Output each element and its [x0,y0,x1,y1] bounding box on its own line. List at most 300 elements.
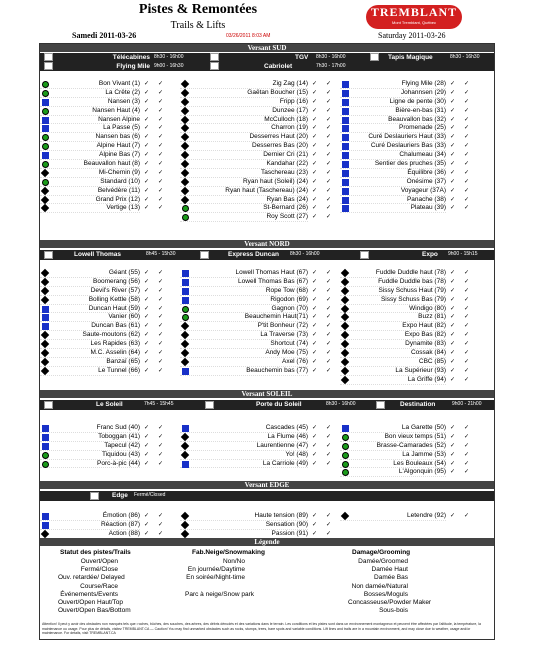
trail-row [40,195,164,205]
status-check: ✓ [312,451,318,458]
status-check: ✓ [450,341,456,348]
carpet-lift-icon [370,53,379,61]
difficulty-symbol [342,461,349,468]
status-check: ✓ [450,367,456,374]
difficulty-symbol [182,288,189,295]
difficulty-icon [342,205,349,216]
lift-cabriolet: Cabriolet [264,63,293,70]
status-check: ✓ [450,314,456,321]
grooming-check: ✓ [464,116,470,123]
trail-name: Boomerang (56) [93,277,140,285]
status-check: ✓ [312,214,318,221]
trail-row [180,357,332,367]
difficulty-symbol [181,521,189,529]
status-check: ✓ [312,350,318,357]
trail-name: Yo! (48) [285,450,308,458]
trail-column-sud-3 [340,80,470,213]
trail-row [40,177,164,187]
lift-band-sud-2 [40,62,494,71]
trail-row [340,366,470,376]
grooming-check: ✓ [158,442,164,449]
difficulty-symbol [181,124,189,132]
trail-row [40,432,164,442]
difficulty-symbol [342,117,349,124]
trail-row [40,133,164,142]
grooming-check: ✓ [326,305,332,312]
trail-name: Letendre (92) [406,512,446,519]
status-check: ✓ [312,513,318,519]
status-check: ✓ [312,116,318,123]
trail-row [340,195,470,205]
trail-row [180,286,332,296]
trail-column-sud-1 [40,80,164,213]
difficulty-symbol [341,358,349,366]
trail-row [180,322,332,331]
trail-row [180,160,332,169]
trail-row [180,186,332,196]
trail-row [40,286,164,296]
grooming-check: ✓ [464,89,470,96]
trail-name: Devil's River (57) [90,286,140,294]
trail-name: Rope Tow (68) [265,286,308,294]
status-check: ✓ [450,451,456,458]
grooming-check: ✓ [158,513,164,519]
status-check: ✓ [450,376,456,383]
status-check: ✓ [144,358,150,365]
grooming-check: ✓ [464,341,470,348]
difficulty-symbol [41,269,49,277]
trail-column-edge-1 [40,512,164,539]
difficulty-symbol [342,469,349,476]
difficulty-symbol [181,106,189,114]
difficulty-symbol [341,287,349,295]
trail-row [340,106,470,116]
difficulty-icon [182,214,189,225]
grooming-check: ✓ [326,125,332,132]
difficulty-symbol [181,169,189,177]
status-check: ✓ [144,350,150,357]
trail-name: Cascades (45) [265,424,308,431]
trail-name: Alpine Bas (7) [99,151,140,159]
difficulty-symbol [342,170,349,177]
trail-name: Cossak (84) [410,349,446,357]
trail-name: Beauvallon haut (8) [83,160,140,168]
difficulty-symbol [41,349,49,357]
legend-heading-grooming: Damage/Grooming [352,549,411,556]
lift-tgv: TGV [295,54,309,61]
trail-row [40,204,164,213]
trail-name: Alpine Haut (7) [96,142,140,150]
grooming-check: ✓ [464,350,470,357]
difficulty-symbol [42,179,49,186]
status-check: ✓ [144,107,150,114]
legend-status-item: Ouvert/Open Haut/Top [58,599,124,606]
trail-name: Charron (19) [271,124,308,132]
trail-row [340,269,470,278]
status-check: ✓ [144,425,150,431]
difficulty-symbol [181,322,189,330]
status-check: ✓ [312,278,318,285]
trail-name: Kandahar (22) [266,160,308,168]
grooming-check: ✓ [158,89,164,96]
status-check: ✓ [144,367,150,374]
grooming-check: ✓ [158,332,164,339]
difficulty-symbol [181,186,189,194]
difficulty-symbol [342,443,349,450]
difficulty-symbol [182,368,189,375]
grooming-check: ✓ [158,451,164,458]
lift-hours: 8h30 - 16h30 [450,54,480,60]
grooming-check: ✓ [326,98,332,105]
grooming-check: ✓ [326,107,332,114]
trail-name: Émotion (86) [102,512,140,519]
trail-row [40,349,164,358]
trail-name: Tapecul (42) [104,441,140,449]
status-check: ✓ [312,270,318,276]
difficulty-symbol [341,295,349,303]
trail-name: Roy Scott (27) [266,213,308,221]
grooming-check: ✓ [158,314,164,321]
trail-name: Les Rapides (63) [90,340,140,348]
difficulty-symbol [181,80,189,88]
trail-row [40,168,164,178]
status-check: ✓ [450,196,456,203]
lift-express-duncan: Express Duncan [228,251,279,258]
status-check: ✓ [450,358,456,365]
grooming-check: ✓ [326,161,332,168]
difficulty-symbol [342,134,349,141]
lift-hours: 7h30 - 17h00 [316,63,346,69]
difficulty-symbol [342,425,349,432]
trail-name: La Garette (50) [401,424,446,431]
trail-column-nord-3 [340,269,470,385]
difficulty-symbol [42,90,49,97]
difficulty-symbol [182,425,189,432]
difficulty-symbol [181,178,189,186]
difficulty-symbol [41,367,49,375]
difficulty-icon [182,461,189,472]
difficulty-symbol [41,287,49,295]
trail-row [40,322,164,331]
trail-row [340,277,470,287]
lift-expo: Expo [422,251,438,258]
grooming-check: ✓ [326,530,332,537]
difficulty-symbol [181,433,189,441]
trail-row [180,204,332,213]
grooming-check: ✓ [158,341,164,348]
trail-row [340,168,470,178]
trail-report-sheet [39,43,495,640]
difficulty-symbol [41,530,49,538]
difficulty-symbol [41,195,49,203]
grooming-check: ✓ [464,98,470,105]
status-check: ✓ [144,169,150,176]
grooming-check: ✓ [158,358,164,365]
legend-grooming-item: Bosses/Moguls [363,590,408,598]
status-check: ✓ [312,178,318,185]
difficulty-symbol [181,349,189,357]
legend-grooming-item: Damée Haut [371,566,408,574]
trail-row [40,124,164,133]
trail-name: Nansen bas (6) [95,133,140,141]
status-check: ✓ [312,521,318,528]
difficulty-symbol [341,269,349,277]
trail-row [340,432,470,442]
trail-row [40,304,164,314]
trail-row [340,124,470,133]
trail-row [340,295,470,305]
grooming-check: ✓ [464,205,470,212]
grooming-check: ✓ [158,107,164,114]
logo-tagline: Mont Tremblant, Québec [391,20,437,25]
trail-name: Porc-à-pic (44) [97,459,140,467]
trail-row [180,168,332,178]
status-check: ✓ [450,442,456,449]
trail-name: Panache (38) [406,195,446,203]
grooming-check: ✓ [326,350,332,357]
status-check: ✓ [144,296,150,303]
difficulty-symbol [42,117,49,124]
trail-name: Beauchemin Haut(71) [244,313,308,321]
trail-row [180,277,332,287]
grooming-check: ✓ [326,187,332,194]
status-check: ✓ [450,143,456,150]
status-check: ✓ [450,169,456,176]
trail-row [340,468,470,477]
status-check: ✓ [312,332,318,339]
grooming-check: ✓ [326,521,332,528]
grooming-check: ✓ [464,451,470,458]
chairlift-icon [44,62,53,70]
difficulty-symbol [181,331,189,339]
difficulty-symbol [41,358,49,366]
difficulty-symbol [342,197,349,204]
grooming-check: ✓ [158,296,164,303]
status-check: ✓ [450,469,456,476]
trail-name: Axel (76) [281,357,308,365]
grooming-check: ✓ [158,305,164,312]
trail-name: La Supérieur (93) [395,366,446,374]
difficulty-symbol [181,530,189,538]
difficulty-symbol [181,442,189,450]
chairlift-icon [376,401,385,409]
trail-row [340,160,470,169]
legend-status-item: Ouvert/Open Bas/Bottom [58,607,131,615]
chairlift-icon [90,492,99,500]
lift-hours: 8h30 - 16h00 [326,401,356,407]
trail-name: La Flume (46) [267,432,308,440]
trail-name: Dynamite (83) [405,340,446,348]
grooming-check: ✓ [326,270,332,276]
grooming-check: ✓ [326,433,332,440]
trail-name: Belvédère (11) [97,186,140,194]
trail-name: Grand Prix (12) [95,195,140,203]
difficulty-symbol [42,323,49,330]
status-check: ✓ [312,287,318,294]
status-check: ✓ [450,152,456,159]
grooming-check: ✓ [158,205,164,212]
trail-name: Dunzee (17) [272,106,308,114]
status-check: ✓ [144,178,150,185]
legend-snowmaking-item: En journée/Daytime [187,566,245,574]
trail-name: Ligne de pente (30) [389,97,446,105]
status-check: ✓ [144,161,150,168]
lift-lowell-thomas: Lowell Thomas [74,251,121,258]
chairlift-icon [44,251,53,259]
difficulty-symbol [42,306,49,313]
grooming-check: ✓ [158,270,164,276]
legend-snowmaking-item: Parc à neige/Snow park [185,590,255,598]
page-title: Pistes & Remontées [138,2,258,17]
grooming-check: ✓ [158,323,164,330]
trail-row [40,441,164,451]
status-check: ✓ [144,521,150,528]
page-subtitle: Trails & Lifts [170,20,226,31]
grooming-check: ✓ [464,152,470,159]
trail-name: Vanier (60) [108,313,140,321]
grooming-check: ✓ [158,178,164,185]
status-check: ✓ [450,178,456,185]
difficulty-symbol [181,195,189,203]
difficulty-symbol [42,108,49,115]
trail-row [180,124,332,133]
trail-row [180,97,332,107]
trail-row [40,331,164,340]
difficulty-symbol [182,461,189,468]
trail-row [40,106,164,116]
difficulty-symbol [181,151,189,159]
grooming-check: ✓ [464,469,470,476]
trail-row [40,357,164,367]
trail-row [40,160,164,169]
trail-row [340,340,470,349]
trail-row [340,375,470,385]
lift-band-sud-1 [40,53,494,62]
trail-row [40,295,164,305]
difficulty-symbol [341,278,349,286]
difficulty-symbol [341,304,349,312]
difficulty-symbol [41,186,49,194]
status-check: ✓ [144,89,150,96]
status-check: ✓ [144,451,150,458]
status-check: ✓ [450,187,456,194]
trail-name: Beauvallon bas (32) [388,115,446,123]
legend-heading-snowmaking: Fab.Neige/Snowmaking [192,549,265,556]
difficulty-symbol [181,115,189,123]
grooming-check: ✓ [326,332,332,339]
legend-grooming-item: Non damée/Natural [351,582,408,590]
difficulty-symbol [341,375,349,383]
trail-name: La Crête (2) [105,88,140,96]
section-header-nord: Versant NORD [40,240,494,248]
trail-name: Duncan Bas (61) [91,322,140,330]
difficulty-symbol [42,522,49,529]
status-check: ✓ [144,460,150,467]
difficulty-symbol [341,367,349,375]
status-check: ✓ [312,314,318,321]
trail-row [40,450,164,460]
trail-name: La Griffe (94) [407,375,446,383]
trail-name: Les Bouleaux (54) [393,459,446,467]
grooming-check: ✓ [326,358,332,365]
trail-row [40,313,164,322]
trail-name: Passion (91) [271,529,308,537]
grooming-check: ✓ [326,442,332,449]
trail-name: McCulloch (18) [264,115,308,123]
status-check: ✓ [450,296,456,303]
trail-row [180,88,332,98]
trail-row [340,286,470,296]
difficulty-symbol [41,278,49,286]
lift-porte-du-soleil: Porte du Soleil [256,401,302,408]
difficulty-symbol [342,205,349,212]
status-check: ✓ [312,89,318,96]
trail-name: Gagnon (70) [271,304,308,312]
grooming-check: ✓ [464,358,470,365]
difficulty-symbol [42,143,49,150]
status-check: ✓ [312,169,318,176]
trail-row [340,512,470,521]
grooming-check: ✓ [158,81,164,87]
trail-row [180,349,332,358]
status-check: ✓ [312,296,318,303]
grooming-check: ✓ [464,161,470,168]
difficulty-symbol [42,99,49,106]
legend-status-item: Ouvert/Open [80,558,118,565]
grooming-check: ✓ [158,187,164,194]
difficulty-symbol [42,125,49,132]
trail-column-edge-3 [340,512,470,521]
status-check: ✓ [312,341,318,348]
trail-row [180,459,332,469]
update-timestamp: 03/26/2011 8:03 AM [226,33,271,39]
chairlift-icon [360,251,369,259]
difficulty-symbol [342,179,349,186]
trail-row [340,313,470,322]
difficulty-symbol [342,161,349,168]
trail-row [340,441,470,451]
trail-row [40,269,164,278]
status-check: ✓ [450,323,456,330]
trail-name: Nansen Haut (4) [92,106,140,114]
trail-column-nord-1 [40,269,164,376]
trail-name: Ryan Bas (24) [266,195,308,203]
difficulty-symbol [181,89,189,97]
status-check: ✓ [450,107,456,114]
grooming-check: ✓ [326,214,332,221]
status-check: ✓ [144,513,150,519]
grooming-check: ✓ [158,196,164,203]
status-check: ✓ [312,107,318,114]
status-check: ✓ [450,134,456,141]
grooming-check: ✓ [326,116,332,123]
grooming-check: ✓ [326,178,332,185]
trail-name: Bon Vivant (1) [98,80,140,87]
grooming-check: ✓ [326,81,332,87]
grooming-check: ✓ [326,367,332,374]
grooming-check: ✓ [464,460,470,467]
difficulty-symbol [342,152,349,159]
trail-name: Sensation (90) [265,520,308,528]
trail-name: Desserres Haut (20) [249,133,308,141]
difficulty-symbol [181,98,189,106]
difficulty-symbol [42,452,49,459]
difficulty-symbol [42,152,49,159]
trail-row [40,186,164,196]
trail-row [40,115,164,125]
lift-edge: Edge [112,492,128,499]
status-check: ✓ [312,205,318,212]
